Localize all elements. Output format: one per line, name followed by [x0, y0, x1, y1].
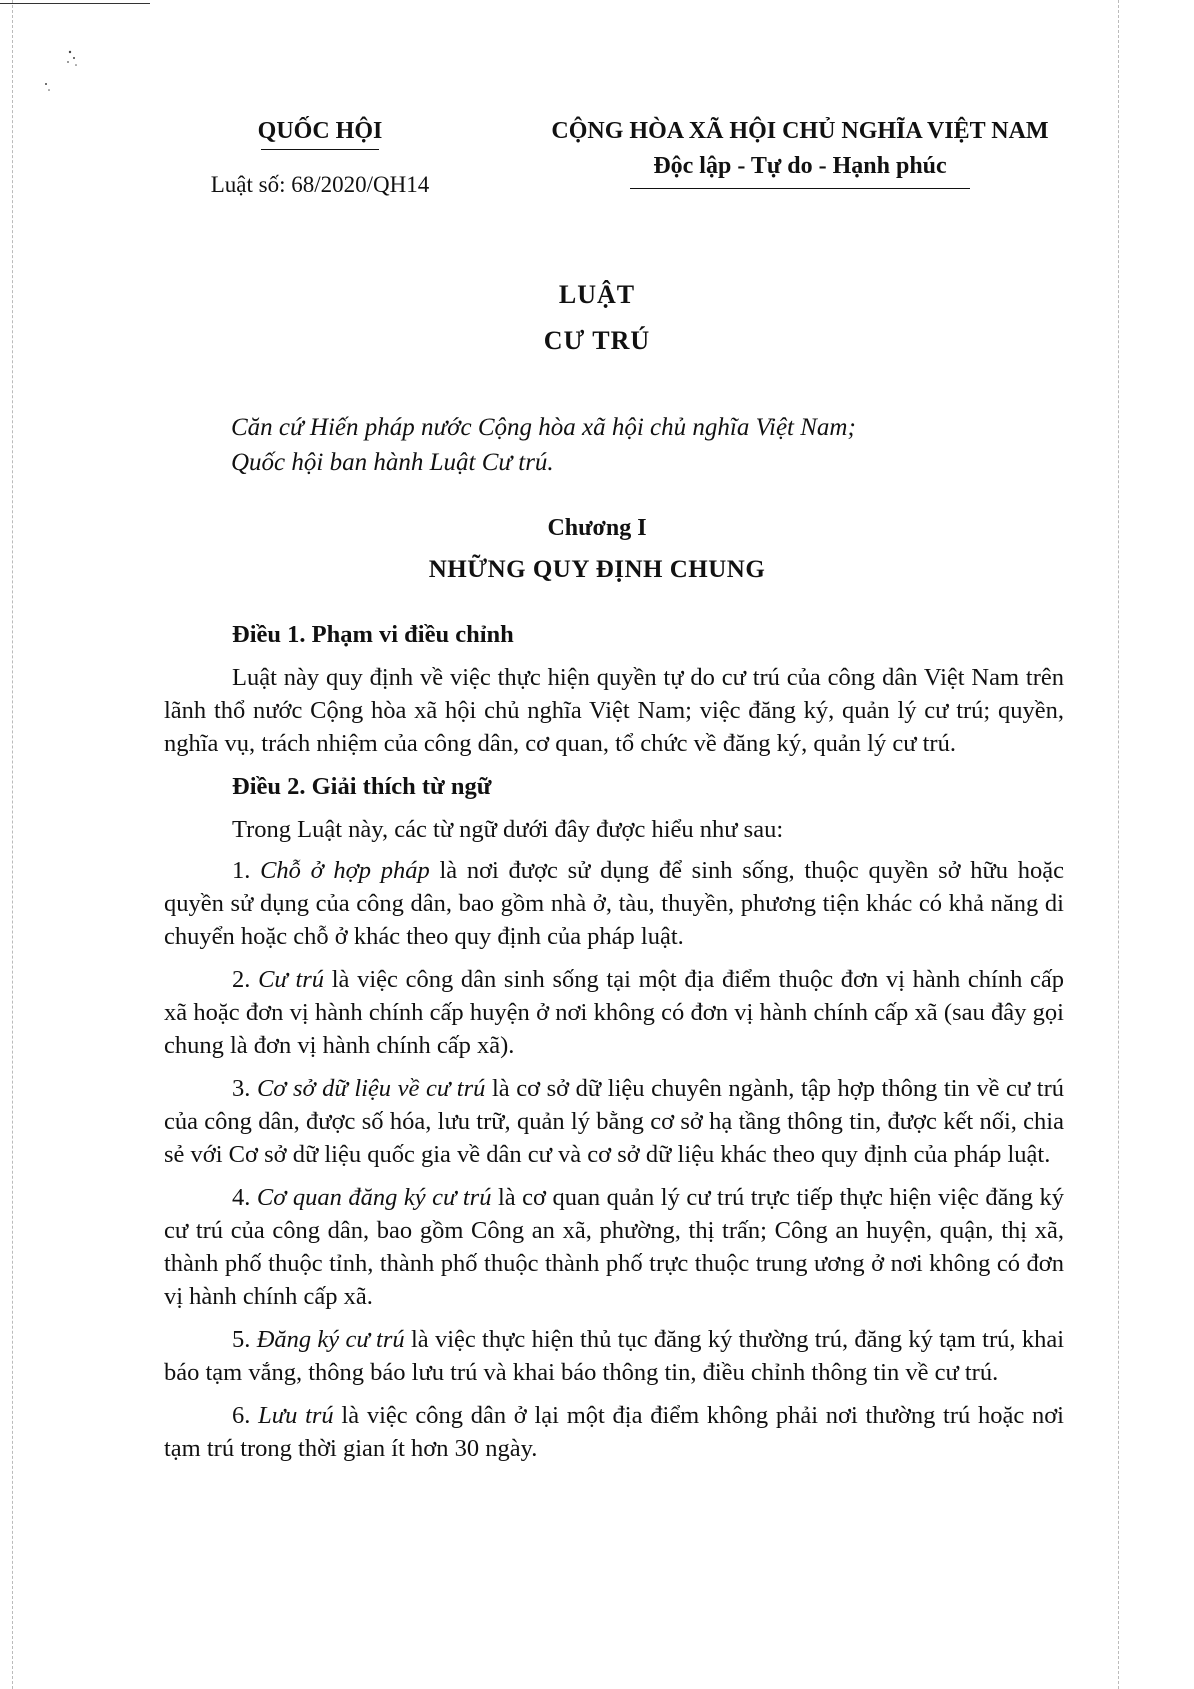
- preamble-line-1: Căn cứ Hiến pháp nước Cộng hòa xã hội chủ nghĩa Việt Nam;: [231, 414, 856, 441]
- scan-specks: [40, 40, 100, 110]
- item-number: 1.: [232, 857, 251, 884]
- preamble: [231, 410, 1091, 480]
- definition-item: [164, 1072, 1064, 1171]
- defined-term: Cơ quan đăng ký cư trú: [256, 1184, 492, 1211]
- defined-term: Đăng ký cư trú: [256, 1326, 405, 1353]
- defined-term: Cư trú: [258, 966, 325, 993]
- defined-term: Lưu trú: [258, 1402, 334, 1429]
- definition-item: [164, 1181, 1064, 1313]
- term-definition: là việc công dân ở lại một địa điểm không phải nơi thường trú hoặc nơi tạm trú trong thời gian ít hơn 30 ngày.: [164, 1402, 1064, 1462]
- term-definition: là cơ quan quản lý cư trú trực tiếp thực hiện việc đăng ký cư trú của công dân, bao gồm Công an xã, phường, thị trấn; Công an huyện, quận, thị xã, thành phố thuộc tỉnh, thành phố thuộc thành phố trực thuộc trung ương ở nơi không có đơn vị hành chính cấp xã.: [164, 1184, 1064, 1310]
- article-1-title: Điều 1. Phạm vi điều chỉnh: [232, 621, 514, 648]
- preamble-line-2: Quốc hội ban hành Luật Cư trú.: [231, 449, 554, 476]
- term-definition: là nơi được sử dụng để sinh sống, thuộc quyền sở hữu hoặc quyền sử dụng của công dân, bao gồm nhà ở, tàu, thuyền, phương tiện khác có khả năng di chuyển hoặc chỗ ở khác theo quy định của pháp luật.: [164, 857, 1065, 950]
- title-line-2: CƯ TRÚ: [543, 326, 651, 355]
- header-left: [190, 118, 450, 198]
- article-2-intro: Trong Luật này, các từ ngữ dưới đây được hiểu như sau:: [232, 816, 784, 843]
- term-definition: là cơ sở dữ liệu chuyên ngành, tập hợp thông tin về cư trú của công dân, được số hóa, lưu trữ, quản lý bằng cơ sở hạ tầng thông tin, được kết nối, chia sẻ với Cơ sở dữ liệu quốc gia về dân cư và cơ sở dữ liệu khác theo quy định của pháp luật.: [164, 1075, 1064, 1168]
- header-right: [520, 118, 1080, 189]
- item-number: 4.: [232, 1184, 251, 1211]
- item-number: 3.: [232, 1075, 251, 1102]
- scan-artifact-margin-right: [1118, 0, 1119, 1689]
- item-number: 2.: [232, 966, 251, 993]
- term-definition: là việc thực hiện thủ tục đăng ký thường trú, đăng ký tạm trú, khai báo tạm vắng, thông báo lưu trú và khai báo thông tin, điều chỉnh thông tin về cư trú.: [164, 1326, 1065, 1386]
- definition-item: [164, 1399, 1064, 1465]
- organization-underline: [261, 149, 379, 150]
- organization-name: QUỐC HỘI: [257, 118, 383, 144]
- item-number: 5.: [232, 1326, 251, 1353]
- chapter-heading: [0, 515, 1194, 584]
- definition-item: [164, 854, 1064, 953]
- law-number: Luật số: 68/2020/QH14: [210, 172, 430, 197]
- scan-artifact-margin-left: [12, 0, 13, 1689]
- scan-artifact-line: [0, 3, 150, 4]
- state-name: CỘNG HÒA XÃ HỘI CHỦ NGHĨA VIỆT NAM: [551, 118, 1049, 144]
- motto-underline: [630, 188, 970, 189]
- definition-item: [164, 963, 1064, 1062]
- chapter-number: Chương I: [547, 515, 647, 541]
- article-1-text: Luật này quy định về việc thực hiện quyền tự do cư trú của công dân Việt Nam trên lãnh thổ nước Cộng hòa xã hội chủ nghĩa Việt Nam; việc đăng ký, quản lý cư trú; quyền, nghĩa vụ, trách nhiệm của công dân, cơ quan, tổ chức về đăng ký, quản lý cư trú.: [164, 664, 1064, 757]
- title-line-1: LUẬT: [558, 280, 636, 309]
- chapter-name: NHỮNG QUY ĐỊNH CHUNG: [428, 556, 766, 583]
- defined-term: Chỗ ở hợp pháp: [260, 857, 430, 884]
- definition-item: [164, 1323, 1064, 1389]
- article-2-title: Điều 2. Giải thích từ ngữ: [232, 773, 492, 800]
- national-motto: Độc lập - Tự do - Hạnh phúc: [653, 153, 947, 179]
- term-definition: là việc công dân sinh sống tại một địa điểm thuộc đơn vị hành chính cấp xã hoặc đơn vị hành chính cấp huyện ở nơi không có đơn vị hành chính cấp xã (sau đây gọi chung là đơn vị hành chính cấp xã).: [164, 966, 1065, 1059]
- document-body: [164, 618, 1064, 1475]
- item-number: 6.: [232, 1402, 251, 1429]
- document-title: [0, 280, 1194, 356]
- defined-term: Cơ sở dữ liệu về cư trú: [256, 1075, 486, 1102]
